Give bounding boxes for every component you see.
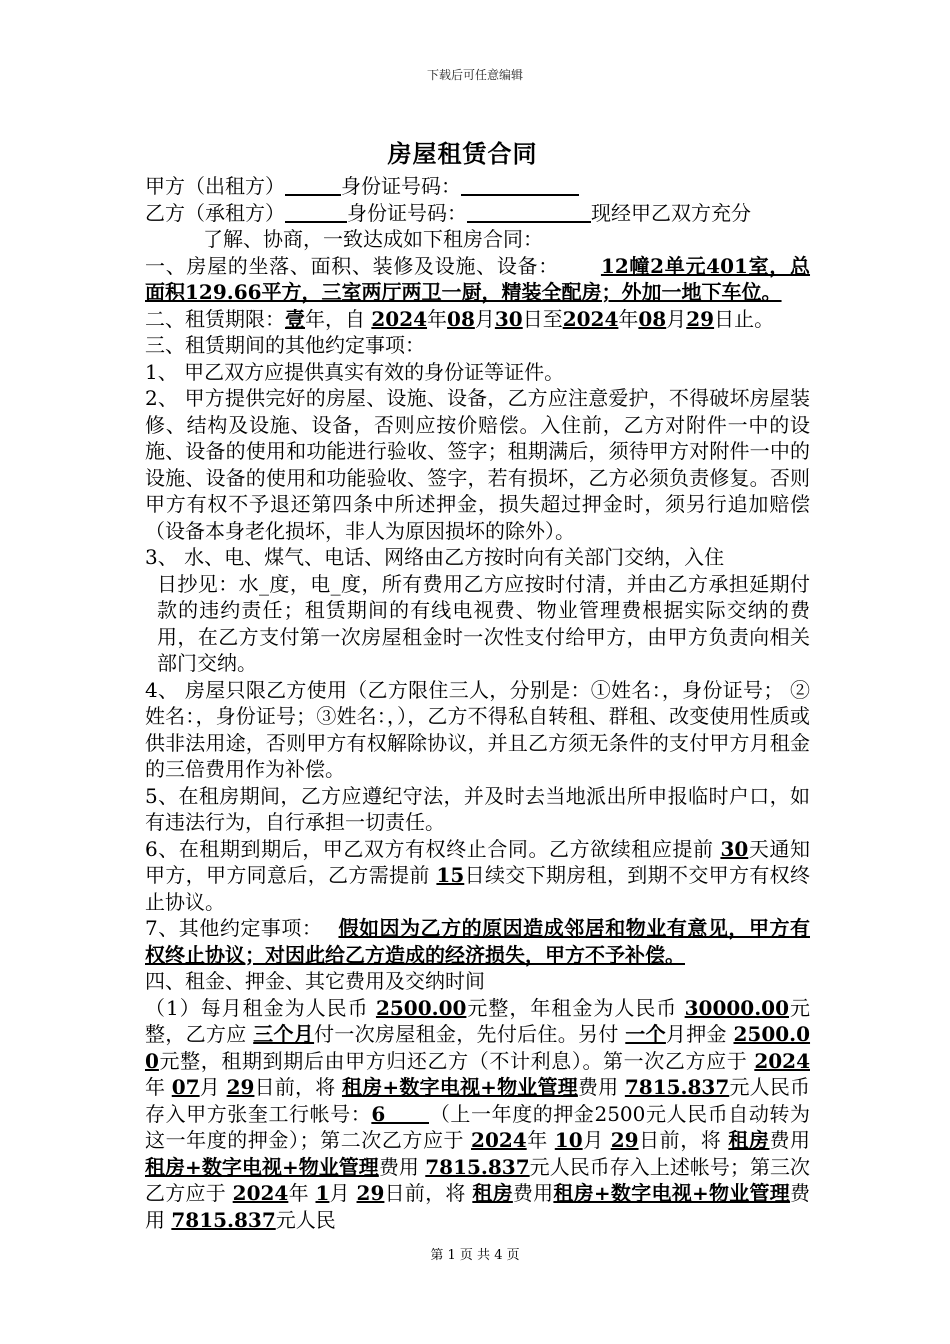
text-s4-t24: 元人民 <box>275 1207 336 1232</box>
section-4-title: 四、租金、押金、其它费用及交纳时间 <box>145 969 485 993</box>
text-s2-y2: 2024 <box>562 306 619 331</box>
text-s4-p1-y: 2024 <box>754 1048 810 1073</box>
text-s2-g: 月 <box>666 306 687 331</box>
party-a-name-blank <box>285 174 341 196</box>
text-s4-t18: 元人民币存入上述帐号；第三次乙方应于 <box>145 1154 811 1205</box>
text-s4-t4: 付一次房屋租金，先付后住。另付 <box>314 1022 626 1046</box>
text-s2-y1: 2024 <box>371 306 428 331</box>
text-s4-t10: 费用 <box>577 1075 625 1099</box>
text-s4-t22: 费用 <box>512 1181 554 1205</box>
text-c6-b: 天通知甲方，甲方同意后，乙方需提前 <box>145 836 810 887</box>
text-s4-p2-item2: 租房+数字电视+物业管理 <box>145 1154 379 1179</box>
text-s4-t16: 费用 <box>769 1128 811 1152</box>
party-b-line <box>145 200 810 227</box>
text-s4-monthly: 2500.00 <box>375 995 467 1020</box>
text-s4-t6: 元整，租期到期后由甲方归还乙方（不计利息）。第一次乙方应于 <box>158 1048 755 1073</box>
text-s2-d: 月 <box>474 306 495 331</box>
clause-4: 4、 房屋只限乙方使用（乙方限住三人，分别是：①姓名：，身份证号； ②姓名：，身份证号；③姓名：，），乙方不得私自转租、群租、改变使用性质或供非法用途，否则甲方有权解除协议，并且乙方须无条件的支付甲方月租金的三倍费用作为补偿。 <box>145 677 810 781</box>
text-s2-a: 二、租赁期限： <box>145 306 285 331</box>
text-s2-h: 日止。 <box>714 306 775 331</box>
text-s4-p1-item: 租房+数字电视+物业管理 <box>341 1075 578 1099</box>
text-s2-c: 年 <box>427 306 448 331</box>
text-s4-t1: （1）每月租金为人民币 <box>145 995 376 1020</box>
text-s4-account: 6 <box>371 1101 386 1126</box>
text-s4-t3: 元整，乙方应 <box>145 995 811 1046</box>
section-3-title: 三、租赁期间的其他约定事项： <box>145 333 425 357</box>
text-s4-t21: 日前，将 <box>384 1181 473 1205</box>
text-s4-p3-amt: 7815.837 <box>171 1207 276 1232</box>
text-s4-p3-y: 2024 <box>232 1181 289 1205</box>
text-s2-m2: 08 <box>638 306 667 331</box>
party-b-name-blank <box>285 201 347 223</box>
text-s4-t23: 费用 <box>145 1181 811 1232</box>
text-s2-e: 日至 <box>522 306 563 331</box>
text-s2-b: 年，自 <box>305 306 372 331</box>
text-s4-t19: 年 <box>288 1181 316 1205</box>
text-s4-p2-d: 29 <box>610 1128 639 1152</box>
section-4-body <box>145 995 810 1234</box>
clause-1: 1、 甲乙双方应提供真实有效的身份证等证件。 <box>145 359 565 384</box>
text-s4-p3-item1: 租房 <box>472 1181 513 1205</box>
text-party-b-label: 乙方（承租方） <box>145 200 285 225</box>
text-s4-p1-amt: 7815.837 <box>624 1075 730 1099</box>
text-s4-t7: 年 <box>145 1075 172 1099</box>
account-blank <box>385 1102 429 1124</box>
clause-7 <box>145 915 810 968</box>
party-b-id-blank <box>467 201 591 223</box>
text-c7-a: 7、其他约定事项： <box>145 916 323 940</box>
text-s4-t2: 元整，年租金为人民币 <box>466 995 685 1020</box>
party-a-id-blank <box>461 174 579 196</box>
text-s4-p2-item1: 租房 <box>728 1128 770 1152</box>
text-s4-p3-item2: 租房+数字电视+物业管理 <box>553 1181 791 1205</box>
text-c6-c: 日续交下期房租，到期不交甲方有权终止协议。 <box>145 863 811 914</box>
section-1 <box>145 253 810 306</box>
text-s4-t15: 日前，将 <box>638 1128 729 1152</box>
text-s4-deposit: 2500.00 <box>145 1022 811 1073</box>
contract-body <box>145 173 810 1233</box>
text-s4-t5: 月押金 <box>665 1022 734 1046</box>
text-s4-t11: 元人民币存入甲方张奎工行帐号： <box>145 1075 811 1126</box>
clause-6 <box>145 836 810 916</box>
text-c3-first: 3、 水、电、煤气、电话、网络由乙方按时向有关部门交纳，入住 <box>145 545 725 569</box>
text-s2-f: 年 <box>618 306 639 331</box>
section-2 <box>145 306 810 333</box>
text-s4-yearly: 30000.00 <box>684 995 790 1020</box>
text-s4-t12: （上一年度的押金2500元人民币自动转为这一年度的押金）；第二次乙方应于 <box>145 1101 810 1152</box>
text-s1-prefix: 一、房屋的坐落、面积、装修及设施、设备： <box>145 253 559 278</box>
text-s2-d1: 30 <box>494 306 523 331</box>
text-c6-a: 6、在租期到期后，甲乙双方有权终止合同。乙方欲续租应提前 <box>145 836 721 861</box>
text-s4-p3-d: 29 <box>356 1181 385 1205</box>
text-s4-deposit-months: 一个 <box>625 1022 666 1046</box>
clause-5: 5、在租房期间，乙方应遵纪守法，并及时去当地派出所申报临时户口，如有违法行为，自行承担一切责任。 <box>145 783 810 834</box>
text-party-a-label: 甲方（出租方） <box>145 174 285 198</box>
header-note: 下载后可任意编辑 <box>426 68 523 82</box>
clause-2: 2、 甲方提供完好的房屋、设施、设备，乙方应注意爱护，不得破坏房屋装修、结构及设施、设备，否则应按价赔偿。入住前，乙方对附件一中的设施、设备的使用和功能进行验收、签字；租期满后，须待甲方对附件一中的设施、设备的使用和功能验收、签字，若有损坏，乙方必须负责修复。否则甲方有权不予退还第四条中所述押金，损失超过押金时，须另行追加赔偿（设备本身老化损坏，非人为原因损坏的除外）。 <box>145 386 810 543</box>
text-s4-t8: 月 <box>199 1075 227 1099</box>
clause-3 <box>145 544 810 571</box>
text-s4-period: 三个月 <box>253 1022 315 1046</box>
text-party-b-id-label: 身份证号码： <box>347 200 467 225</box>
text-s4-t17: 费用 <box>378 1154 426 1179</box>
text-s4-t14: 月 <box>582 1128 611 1152</box>
text-s4-p3-m: 1 <box>315 1181 330 1205</box>
text-s4-p2-y: 2024 <box>471 1128 527 1152</box>
party-a-line <box>145 173 810 200</box>
text-s4-p2-m: 10 <box>554 1128 583 1152</box>
text-c6-n2: 15 <box>436 863 465 887</box>
text-s4-p1-d: 29 <box>226 1075 255 1099</box>
text-c7-text: 假如因为乙方的原因造成邻居和物业有意见，甲方有权终止协议；对因此给乙方造成的经济损失，甲方不予补偿。 <box>145 916 810 967</box>
text-s4-t20: 月 <box>329 1181 357 1205</box>
text-s4-p2-amt: 7815.837 <box>425 1154 530 1179</box>
intro-continuation: 了解、协商，一致达成如下租房合同： <box>203 227 543 251</box>
property-detail: 12幢2单元401室，总面积129.66平方，三室两厅两卫一厨，精装全配房；外加一地下车位。 <box>145 253 811 304</box>
clause-3-cont: 日抄见：水_度，电_度，所有费用乙方应按时付清，并由乙方承担延期付款的违约责任；租赁期间的有线电视费、物业管理费根据实际交纳的费用，在乙方支付第一次房屋租金时一次性支付给甲方，由甲方负责向相关部门交纳。 <box>157 571 810 675</box>
document-title: 房屋租赁合同 <box>387 139 538 168</box>
text-s2-years: 壹 <box>285 306 305 331</box>
text-s2-m1: 08 <box>447 306 475 331</box>
text-s4-t13: 年 <box>526 1128 555 1152</box>
text-s4-p1-m: 07 <box>171 1075 200 1099</box>
text-s2-d2: 29 <box>686 306 715 331</box>
page-footer: 第 1 页 共 4 页 <box>430 1248 520 1263</box>
text-party-a-id-label: 身份证号码： <box>341 174 461 198</box>
text-party-b-tail: 现经甲乙双方充分 <box>591 200 751 225</box>
text-s4-t9: 日前，将 <box>254 1075 342 1099</box>
text-c6-n1: 30 <box>720 836 749 861</box>
